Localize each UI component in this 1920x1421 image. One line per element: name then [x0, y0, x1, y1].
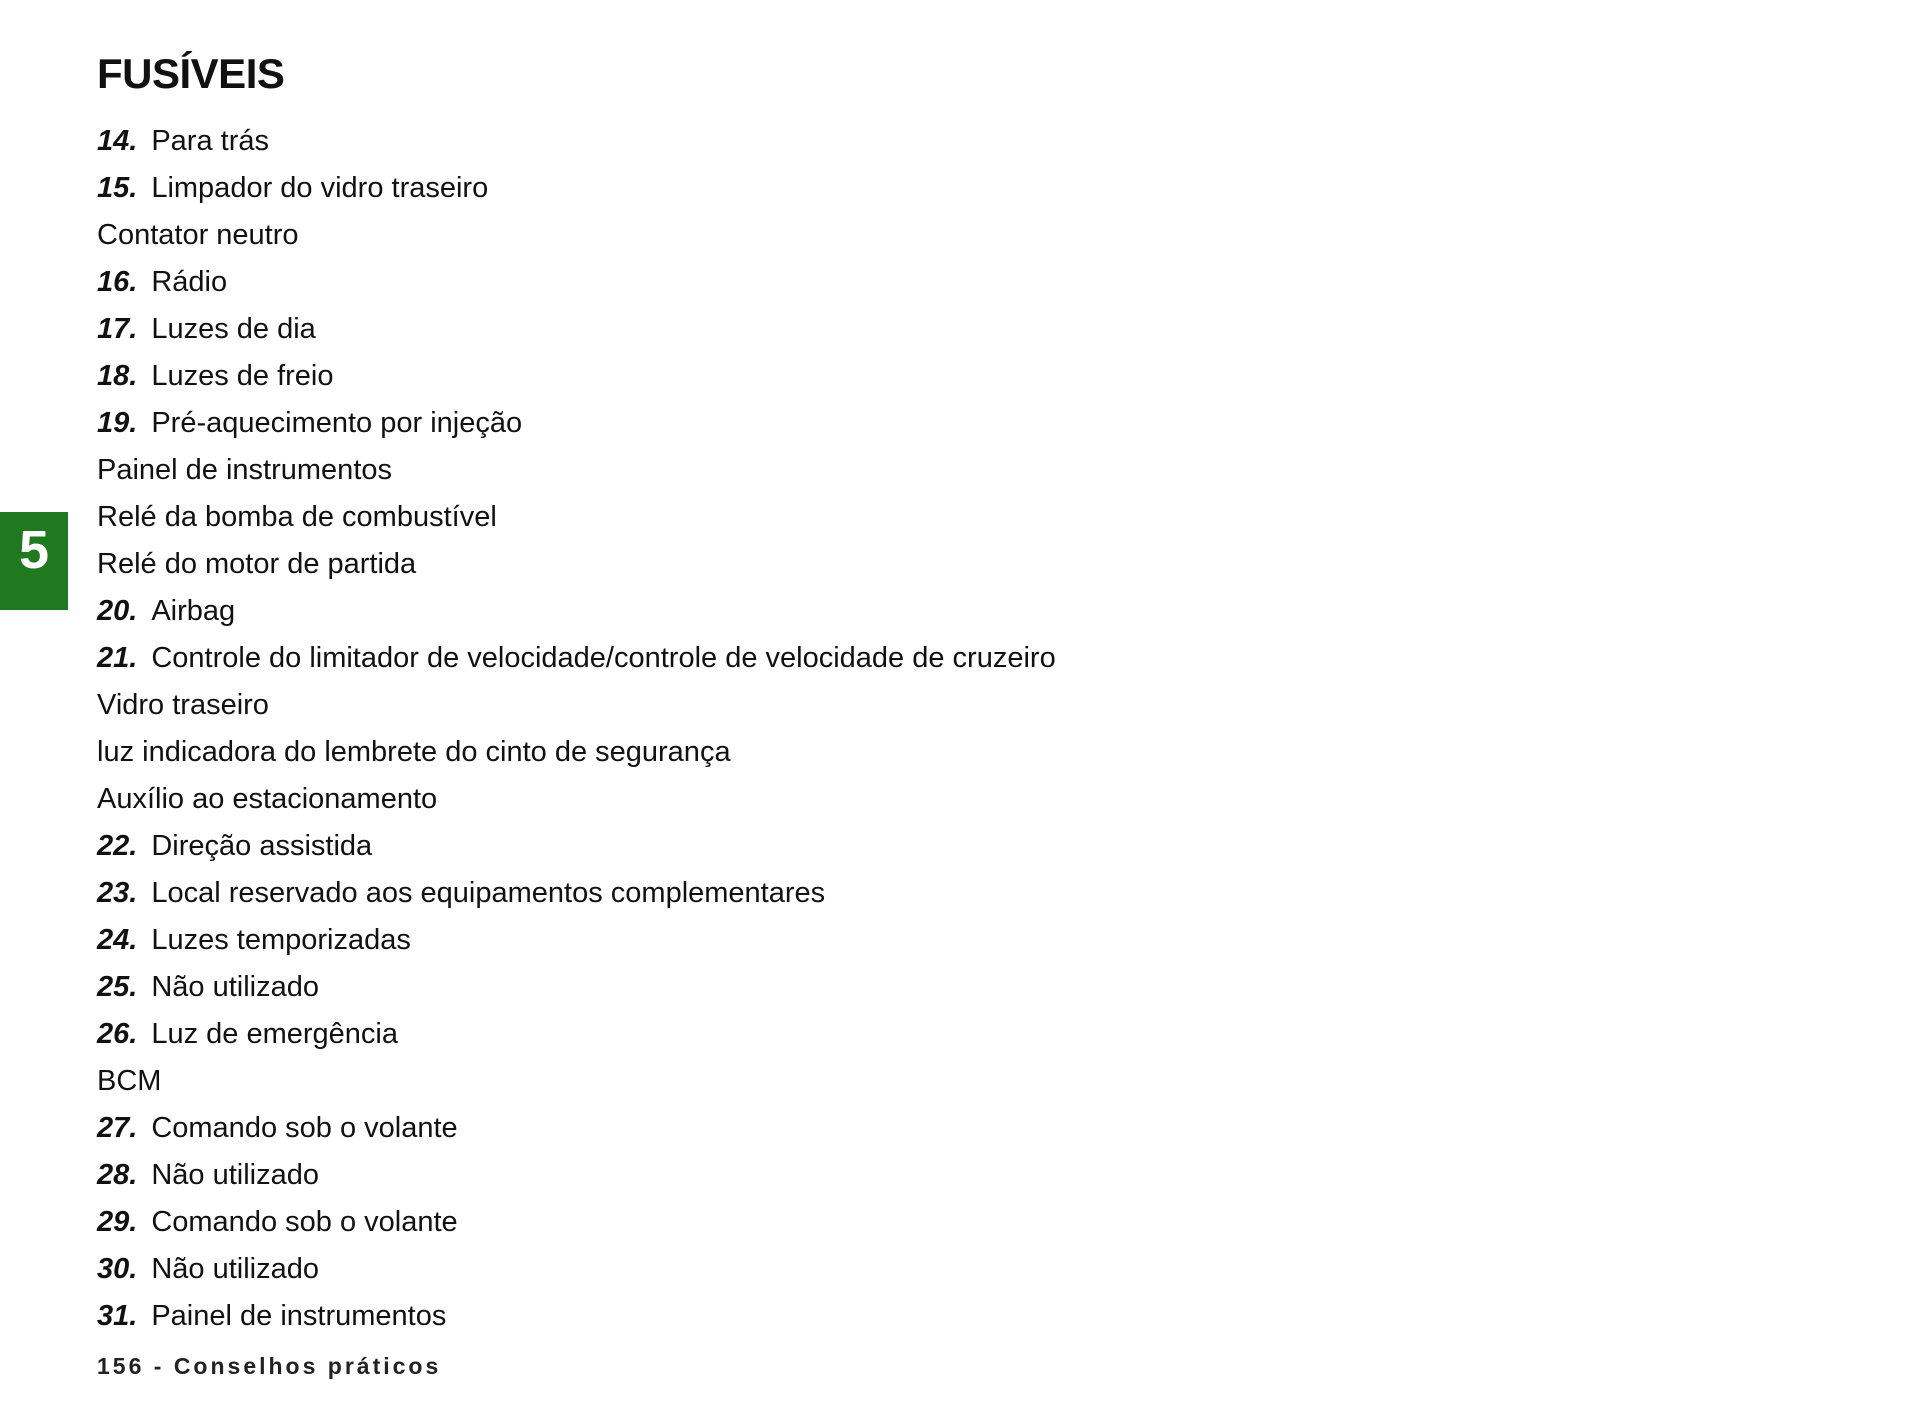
fuse-description: Limpador do vidro traseiro	[151, 172, 489, 204]
fuse-number: 24.	[97, 924, 138, 956]
fuse-description: Direção assistida	[151, 830, 373, 862]
fuse-description: Luzes de freio	[151, 360, 334, 392]
fuse-list-item	[97, 635, 1056, 682]
chapter-tab: 5	[0, 512, 68, 610]
fuse-list-item	[97, 588, 1056, 635]
fuse-list-item	[97, 776, 1056, 823]
fuse-list-item	[97, 1246, 1056, 1293]
fuse-number: 23.	[97, 877, 138, 909]
fuse-number: 19.	[97, 407, 138, 439]
fuse-description: Auxílio ao estacionamento	[97, 783, 438, 815]
fuse-number: 17.	[97, 313, 138, 345]
fuse-description: Pré-aquecimento por injeção	[151, 407, 523, 439]
fuse-list-item	[97, 118, 1056, 165]
fuse-description: Comando sob o volante	[151, 1112, 458, 1144]
fuse-description: Painel de instrumentos	[151, 1300, 447, 1332]
fuse-list-item	[97, 306, 1056, 353]
fuse-list-item	[97, 353, 1056, 400]
fuse-description: Não utilizado	[151, 1159, 319, 1191]
fuse-list-item	[97, 870, 1056, 917]
fuse-number: 25.	[97, 971, 138, 1003]
fuse-description: Relé da bomba de combustível	[97, 501, 497, 533]
fuse-description: Luz de emergência	[151, 1018, 398, 1050]
fuse-list-item	[97, 447, 1056, 494]
fuse-list-item	[97, 1058, 1056, 1105]
fuse-list-item	[97, 212, 1056, 259]
fuse-list-item	[97, 964, 1056, 1011]
fuse-number: 31.	[97, 1300, 138, 1332]
fuse-description: Luzes temporizadas	[151, 924, 411, 956]
fuse-number: 14.	[97, 125, 138, 157]
fuse-list-item	[97, 823, 1056, 870]
page-title: FUSÍVEIS	[97, 50, 285, 97]
fuse-description: Para trás	[151, 125, 269, 157]
fuse-number: 30.	[97, 1253, 138, 1285]
fuse-description: BCM	[97, 1065, 162, 1097]
fuse-list-item	[97, 729, 1056, 776]
fuse-list	[97, 118, 1056, 1340]
fuse-number: 21.	[97, 642, 138, 674]
fuse-number: 18.	[97, 360, 138, 392]
fuse-description: Controle do limitador de velocidade/controle de velocidade de cruzeiro	[151, 642, 1056, 674]
fuse-list-item	[97, 917, 1056, 964]
fuse-list-item	[97, 541, 1056, 588]
fuse-description: Contator neutro	[97, 219, 299, 251]
fuse-number: 26.	[97, 1018, 138, 1050]
fuse-description: Comando sob o volante	[151, 1206, 458, 1238]
fuse-list-item	[97, 1011, 1056, 1058]
fuse-description: Vidro traseiro	[97, 689, 269, 721]
fuse-description: Airbag	[151, 595, 236, 627]
fuse-description: Luzes de dia	[151, 313, 316, 345]
fuse-list-item	[97, 259, 1056, 306]
fuse-description: Rádio	[151, 266, 228, 298]
fuse-number: 16.	[97, 266, 138, 298]
fuse-list-item	[97, 1152, 1056, 1199]
page-footer: 156 - Conselhos práticos	[97, 1353, 442, 1379]
fuse-number: 15.	[97, 172, 138, 204]
fuse-number: 22.	[97, 830, 138, 862]
fuse-description: Painel de instrumentos	[97, 454, 392, 486]
fuse-list-item	[97, 400, 1056, 447]
fuse-description: Não utilizado	[151, 971, 319, 1003]
fuse-list-item	[97, 165, 1056, 212]
fuse-number: 27.	[97, 1112, 138, 1144]
fuse-number: 20.	[97, 595, 138, 627]
fuse-number: 29.	[97, 1206, 138, 1238]
fuse-list-item	[97, 494, 1056, 541]
fuse-description: Local reservado aos equipamentos complementares	[151, 877, 826, 909]
fuse-number: 28.	[97, 1159, 138, 1191]
fuse-list-item	[97, 1105, 1056, 1152]
fuse-list-item	[97, 682, 1056, 729]
fuse-description: Não utilizado	[151, 1253, 319, 1285]
fuse-description: luz indicadora do lembrete do cinto de segurança	[97, 736, 731, 768]
fuse-list-item	[97, 1293, 1056, 1340]
fuse-list-item	[97, 1199, 1056, 1246]
fuse-description: Relé do motor de partida	[97, 548, 417, 580]
